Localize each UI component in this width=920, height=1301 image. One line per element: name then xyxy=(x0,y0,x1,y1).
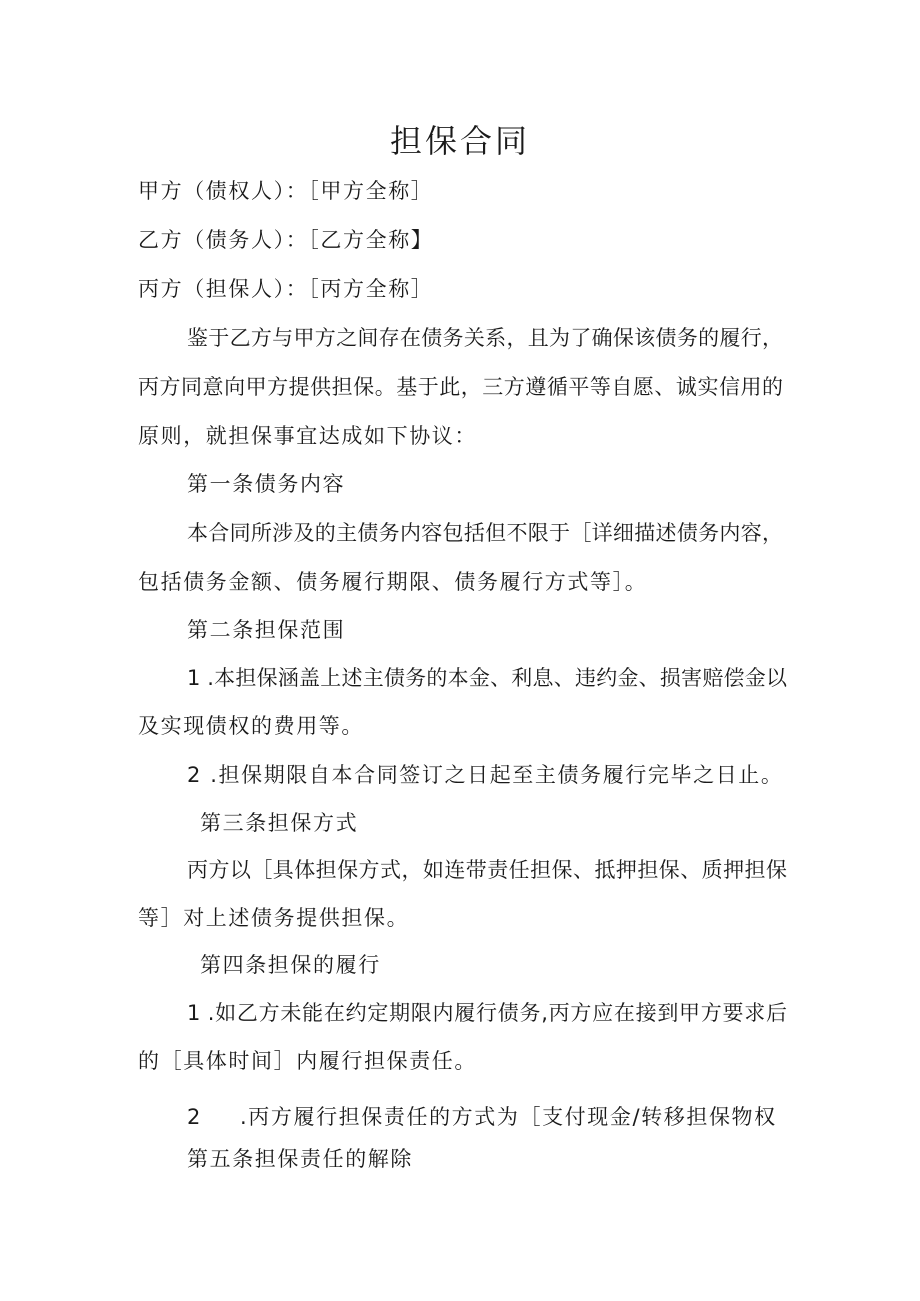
article1-line-1: 本合同所涉及的主债务内容包括但不限于［详细描述债务内容， xyxy=(187,521,783,545)
article5-heading: 第五条担保责任的解除 xyxy=(187,1147,413,1171)
party-c-line: 丙方（担保人）：［丙方全称］ xyxy=(138,277,434,301)
article4-item1-line-2: 的［具体时间］内履行担保责任。 xyxy=(138,1049,477,1073)
article2-item2: 2 .担保期限自本合同签订之日起至主债务履行完毕之日止。 xyxy=(187,763,784,787)
article2-item1-line-2: 及实现债权的费用等。 xyxy=(138,714,364,738)
article4-item2-number: 2 xyxy=(187,1105,202,1129)
article2-item1-line-1: 1 .本担保涵盖上述主债务的本金、利息、违约金、损害赔偿金以 xyxy=(187,666,787,690)
article4-heading: 第四条担保的履行 xyxy=(200,953,381,977)
article2-heading: 第二条担保范围 xyxy=(187,618,346,642)
article3-line-2: 等］对上述债务提供担保。 xyxy=(138,906,410,930)
article4-item1-line-1: 1 .如乙方未能在约定期限内履行债务,丙方应在接到甲方要求后 xyxy=(187,1001,787,1025)
party-a-line: 甲方（债权人）：［甲方全称］ xyxy=(138,179,434,203)
preamble-line-2: 丙方同意向甲方提供担保。基于此，三方遵循平等自愿、诚实信用的 xyxy=(138,375,783,399)
preamble-line-3: 原则，就担保事宜达成如下协议： xyxy=(138,424,477,448)
document-title: 担保合同 xyxy=(389,122,530,160)
party-b-line: 乙方（债务人）：［乙方全称】 xyxy=(138,228,434,252)
article3-line-1: 丙方以［具体担保方式，如连带责任担保、抵押担保、质押担保 xyxy=(187,858,787,882)
preamble-line-1: 鉴于乙方与甲方之间存在债务关系，且为了确保该债务的履行， xyxy=(187,326,783,350)
article4-item2-text: .丙方履行担保责任的方式为［支付现金/转移担保物权 xyxy=(240,1105,777,1129)
article1-heading: 第一条债务内容 xyxy=(187,472,346,496)
article1-line-2: 包括债务金额、债务履行期限、债务履行方式等］。 xyxy=(138,570,648,594)
article3-heading: 第三条担保方式 xyxy=(200,811,359,835)
